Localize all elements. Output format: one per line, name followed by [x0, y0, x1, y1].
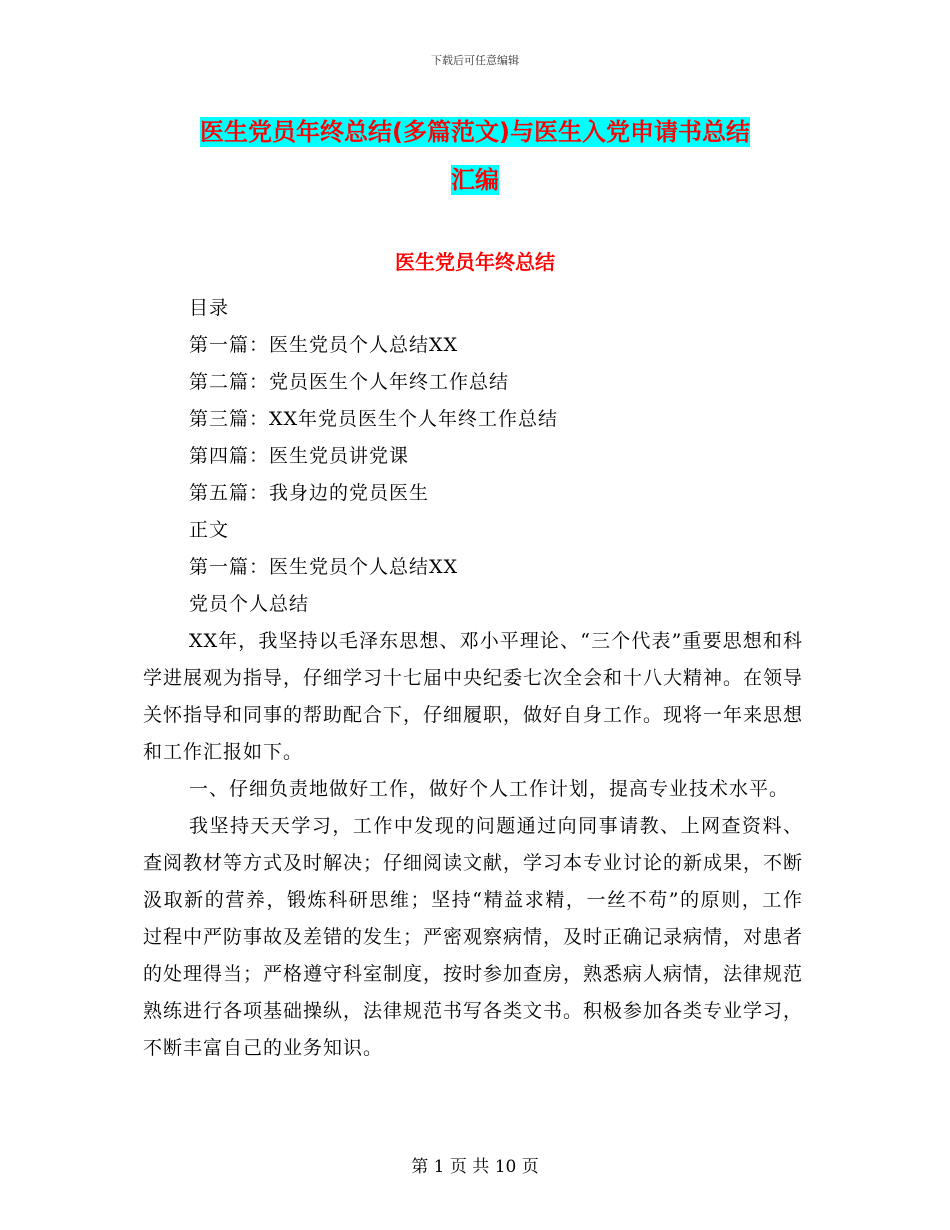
document-title-line2: 汇编	[451, 166, 499, 194]
toc-item: 第四篇：医生党员讲党课	[189, 445, 410, 467]
document-title-line1: 医生党员年终总结(多篇范文)与医生入党申请书总结	[200, 118, 750, 146]
body-paragraph: XX年，我坚持以毛泽东思想、邓小平理论、“三个代表”重要思想和科学进展观为指导，仔细学习十七届中央纪委七次全会和十八大精神。在领导关怀指导和同事的帮助配合下，仔细履职，做好自身工作。现将一年来思想和工作汇报如下。	[143, 630, 804, 763]
toc-heading: 目录	[189, 297, 230, 319]
section-title: 医生党员年终总结	[395, 250, 555, 274]
body-paragraph: 一、仔细负责地做好工作，做好个人工作计划，提高专业技术水平。	[189, 778, 790, 800]
chapter-heading: 第一篇：医生党员个人总结XX	[189, 556, 459, 578]
page-header-note: 下载后可任意编辑	[431, 54, 519, 67]
toc-item: 第二篇：党员医生个人年终工作总结	[189, 371, 510, 393]
document-body	[143, 290, 803, 1067]
toc-item: 第三篇：XX年党员医生个人年终工作总结	[189, 408, 559, 430]
body-heading: 正文	[189, 519, 230, 541]
toc-item: 第一篇：医生党员个人总结XX	[189, 334, 459, 356]
page-number-footer: 第 1 页 共 10 页	[411, 1157, 539, 1177]
chapter-subtitle: 党员个人总结	[189, 593, 310, 615]
document-title	[140, 108, 810, 204]
body-paragraph: 我坚持天天学习，工作中发现的问题通过向同事请教、上网查资料、查阅教材等方式及时解决；仔细阅读文献，学习本专业讨论的新成果，不断汲取新的营养，锻炼科研思维；坚持“精益求精，一丝不苟”的原则，工作过程中严防事故及差错的发生；严密观察病情，及时正确记录病情，对患者的处理得当；严格遵守科室制度，按时参加查房，熟悉病人病情，法律规范熟练进行各项基础操纵，法律规范书写各类文书。积极参加各类专业学习，不断丰富自己的业务知识。	[143, 815, 804, 1059]
toc-item: 第五篇：我身边的党员医生	[189, 482, 430, 504]
